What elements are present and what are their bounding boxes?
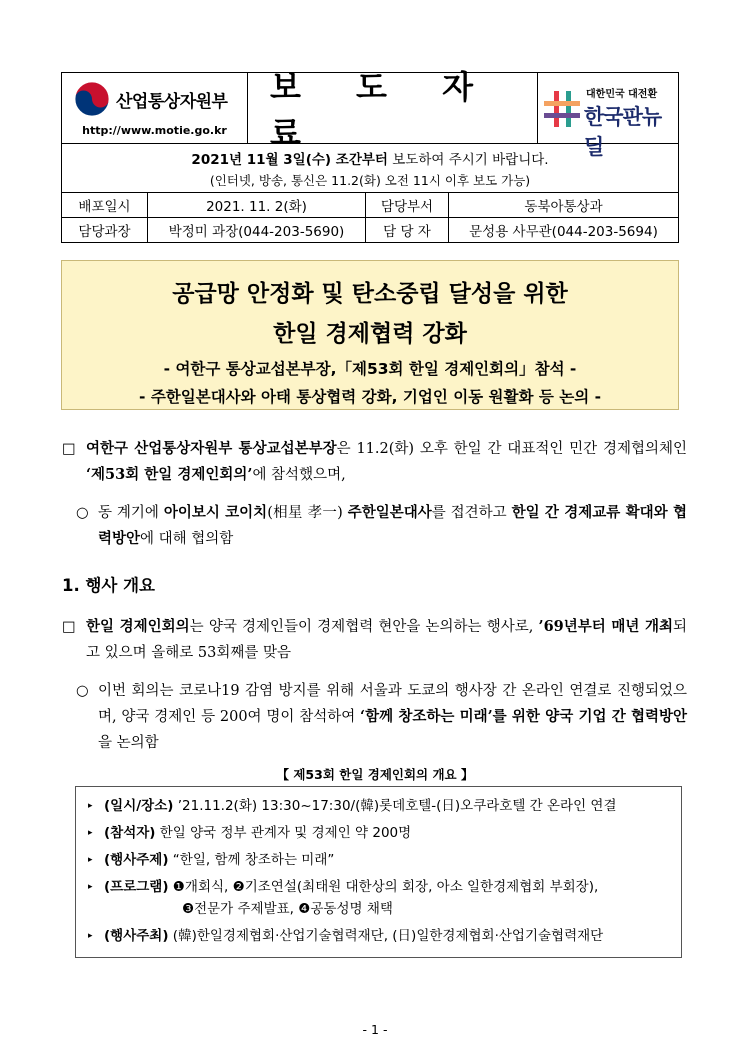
bold-text: 한일 경제인회의 [86, 618, 190, 635]
square-bullet: □ [62, 441, 76, 457]
bold-text: ‘함께 창조하는 미래’를 위한 양국 기업 간 협력방안 [360, 708, 687, 725]
paragraph-2 [76, 500, 687, 552]
bold-text: 주한일본대사 [347, 504, 432, 521]
text: 은 11.2(화) 오후 한일 간 대표적인 민간 경제협의체인 [336, 441, 688, 457]
overview-label: (행사주최) [104, 928, 169, 944]
overview-item-program [88, 876, 671, 920]
info-row-contact [62, 217, 678, 242]
brand-subtitle: 대한민국 대전환 [586, 89, 658, 100]
info-value: 문성용 사무관(044-203-5694) [469, 224, 658, 240]
overview-text: 한일 양국 정부 관계자 및 경제인 약 200명 [155, 825, 412, 841]
text: (相星 孝一) [267, 505, 348, 521]
section-heading: 1. 행사 개요 [62, 576, 155, 595]
info-label: 담당부서 [366, 193, 449, 217]
embargo-date: 2021년 11월 3일(수) 조간부터 [191, 152, 388, 168]
info-value: 2021. 11. 2(화) [148, 193, 366, 217]
text: 이번 회의는 코로나19 감염 방지를 위해 서울과 도쿄의 행사장 간 온라인 연결로 진행되었으며, 양국 경제인 등 200여 명이 참석하여 [98, 683, 687, 725]
overview-label: (일시/장소) [104, 798, 174, 814]
ministry-logo-cell [62, 73, 248, 143]
paragraph-text [62, 436, 687, 488]
header-top-row [62, 68, 678, 159]
triangle-bullet-icon: ▸ [88, 931, 93, 941]
headline-subtitle-1: - 여한구 통상교섭본부장,「제53회 한일 경제인회의」참석 - [163, 360, 577, 378]
bold-text: 아이보시 코이치 [163, 504, 268, 521]
overview-label: (행사주제) [104, 852, 169, 868]
bold-text: 한일 간 경제교류 확대와 협력방안 [98, 504, 687, 547]
overview-text: ❶개회식, ❷기조연설(최태원 대한상의 회장, 아소 일한경제협회 부회장), [168, 879, 599, 895]
bold-text: ’69년부터 매년 개최 [538, 618, 673, 635]
text: 되고 있으며 올해로 53회째를 맞음 [86, 619, 687, 661]
text: 을 논의함 [98, 735, 159, 751]
triangle-bullet-icon: ▸ [88, 828, 93, 838]
overview-text: ’21.11.2(화) 13:30~17:30/(韓)롯데호텔-(日)오쿠라호텔 간 온라인 연결 [173, 798, 617, 814]
taegeuk-emblem-icon [74, 81, 110, 117]
circle-bullet: ○ [76, 505, 89, 521]
headline-title-line1: 공급망 안정화 및 탄소중립 달성을 위한 [172, 281, 568, 307]
overview-text-continued: ❸전문가 주제발표, ❹공동성명 채택 [182, 901, 393, 917]
overview-text: “한일, 함께 창조하는 미래” [168, 852, 335, 868]
paragraph-text [76, 500, 687, 552]
overview-text: (韓)한일경제협회·산업기술협력재단, (日)일한경제협회·산업기술협력재단 [168, 928, 604, 944]
triangle-bullet-icon: ▸ [88, 855, 93, 865]
info-label: 담당과장 [62, 218, 148, 242]
text: 동 계기에 [98, 505, 164, 521]
embargo-note: (인터넷, 방송, 통신은 11.2(화) 오전 11시 이후 보도 가능) [209, 173, 531, 188]
triangle-bullet-icon: ▸ [88, 801, 93, 811]
triangle-bullet-icon: ▸ [88, 882, 93, 892]
headline-title-line2: 한일 경제협력 강화 [273, 321, 467, 347]
headline-box [61, 260, 679, 410]
overview-box [75, 786, 682, 958]
ministry-name: 산업통상자원부 [116, 92, 228, 112]
overview-item-datetime [88, 795, 671, 817]
paragraph-4 [76, 678, 687, 756]
text: 에 대해 협의함 [140, 531, 234, 547]
brand-name: 한국판뉴딜 [584, 105, 662, 159]
text: 는 양국 경제인들이 경제협력 현안을 논의하는 행사로, [189, 619, 539, 635]
text: 에 참석했으며, [252, 467, 346, 483]
info-label: 배포일시 [62, 193, 148, 217]
info-value: 동북아통상과 [524, 199, 603, 215]
overview-item-attendees [88, 822, 671, 844]
circle-bullet: ○ [76, 683, 89, 699]
square-bullet: □ [62, 619, 76, 635]
info-label: 담 당 자 [366, 218, 449, 242]
bold-text: 여한구 산업통상자원부 통상교섭본부장 [86, 440, 337, 457]
page-number: - 1 - [362, 1022, 388, 1037]
new-deal-hash-icon [542, 89, 582, 129]
paragraph-text [62, 614, 687, 666]
overview-label: (프로그램) [104, 879, 169, 895]
paragraph-3 [62, 614, 687, 666]
info-value: 박정미 과장(044-203-5690) [148, 218, 366, 242]
paragraph-text [76, 678, 687, 756]
document-title: 보 도 자 료 [248, 73, 538, 143]
bold-text: ‘제53회 한일 경제인회의’ [86, 466, 253, 483]
paragraph-1 [62, 436, 687, 488]
overview-item-theme [88, 849, 671, 871]
embargo-text: 보도하여 주시기 바랍니다. [387, 152, 549, 168]
overview-item-host [88, 925, 671, 947]
press-release-header [61, 68, 679, 243]
ministry-url[interactable]: http://www.motie.go.kr [82, 124, 227, 137]
headline-subtitle-2: - 주한일본대사와 아태 통상협력 강화, 기업인 이동 원활화 등 논의 - [138, 388, 602, 406]
text: 를 접견하고 [431, 505, 512, 521]
info-row-distribution [62, 193, 678, 217]
new-deal-brand-cell [538, 73, 678, 159]
overview-label: (참석자) [104, 825, 156, 841]
overview-title: 【 제53회 한일 경제인회의 개요 】 [276, 767, 474, 782]
